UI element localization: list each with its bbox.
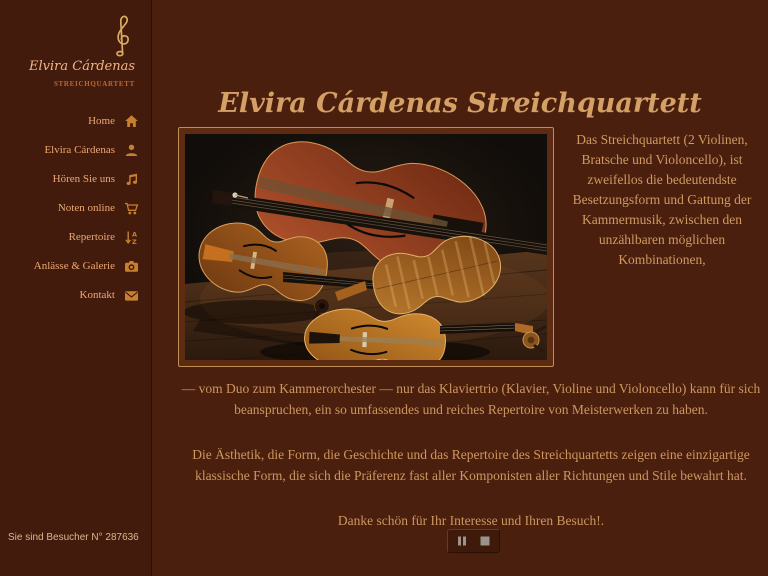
camera-icon (124, 259, 139, 274)
treble-clef-icon (110, 11, 136, 57)
sidebar-item-label: Hören Sie uns (52, 173, 115, 185)
visitor-counter: Sie sind Besucher N° 287636 (8, 532, 139, 543)
sidebar-nav (0, 110, 151, 313)
sidebar (0, 0, 152, 576)
intro-text: Das Streichquartett (2 Violinen, Bratsche und Violoncello), ist zweifellos die bedeutendste Besetzungsform und Gattung der Kammermusik, zwischen den unzählbaren möglichen Kombinationen, (572, 132, 752, 267)
paragraph-3: Danke schön für Ihr Interesse und Ihren Besuch!. (337, 513, 605, 528)
page-title: Elvira Cárdenas Streichquartett (218, 88, 702, 120)
pause-button[interactable] (454, 533, 470, 549)
sidebar-item-kontakt[interactable] (0, 284, 151, 306)
sidebar-item-repertoire[interactable] (0, 226, 151, 248)
home-icon (124, 114, 139, 129)
sidebar-item-elvira-cardenas[interactable] (0, 139, 151, 161)
instruments-photo (178, 127, 554, 367)
sidebar-item-label: Anlässe & Galerie (33, 260, 115, 272)
sidebar-item-label: Elvira Cárdenas (44, 144, 115, 156)
person-icon (124, 143, 139, 158)
paragraph-1: — vom Duo zum Kammerorchester — nur das Klaviertrio (Klavier, Violine und Violoncello) kann für sich beanspruchen, ein so umfassendes und reiches Repertoire von Meisterwerken zu haben. (181, 381, 761, 417)
sidebar-item-home[interactable] (0, 110, 151, 132)
envelope-icon (124, 288, 139, 303)
audio-player-controls (447, 529, 500, 553)
cart-icon (124, 201, 139, 216)
music-note-icon (124, 172, 139, 187)
stop-button[interactable] (477, 533, 493, 549)
sidebar-item-hoeren-sie-uns[interactable] (0, 168, 151, 190)
sidebar-item-anlaesse-galerie[interactable] (0, 255, 151, 277)
sidebar-item-label: Noten online (57, 202, 115, 214)
main-content (152, 0, 768, 576)
sort-az-icon (124, 230, 139, 245)
svg-text:A: A (132, 230, 138, 238)
stop-icon (479, 535, 491, 547)
svg-text:Z: Z (132, 237, 137, 245)
pause-icon (456, 535, 468, 547)
brand-subtitle: STREICHQUARTETT (53, 80, 135, 88)
sidebar-item-label: Home (88, 115, 115, 127)
sidebar-item-label: Kontakt (79, 289, 115, 301)
brand-name: Elvira Cárdenas (29, 59, 135, 74)
sidebar-item-noten-online[interactable] (0, 197, 151, 219)
sidebar-item-label: Repertoire (68, 231, 115, 243)
paragraph-2: Die Ästhetik, die Form, die Geschichte und das Repertoire des Streichquartetts zeigen eine einzigartige klassische Form, die sich die Präferenz fast aller Komponisten aller Richtungen und Stile bewahrt hat. (192, 447, 750, 483)
